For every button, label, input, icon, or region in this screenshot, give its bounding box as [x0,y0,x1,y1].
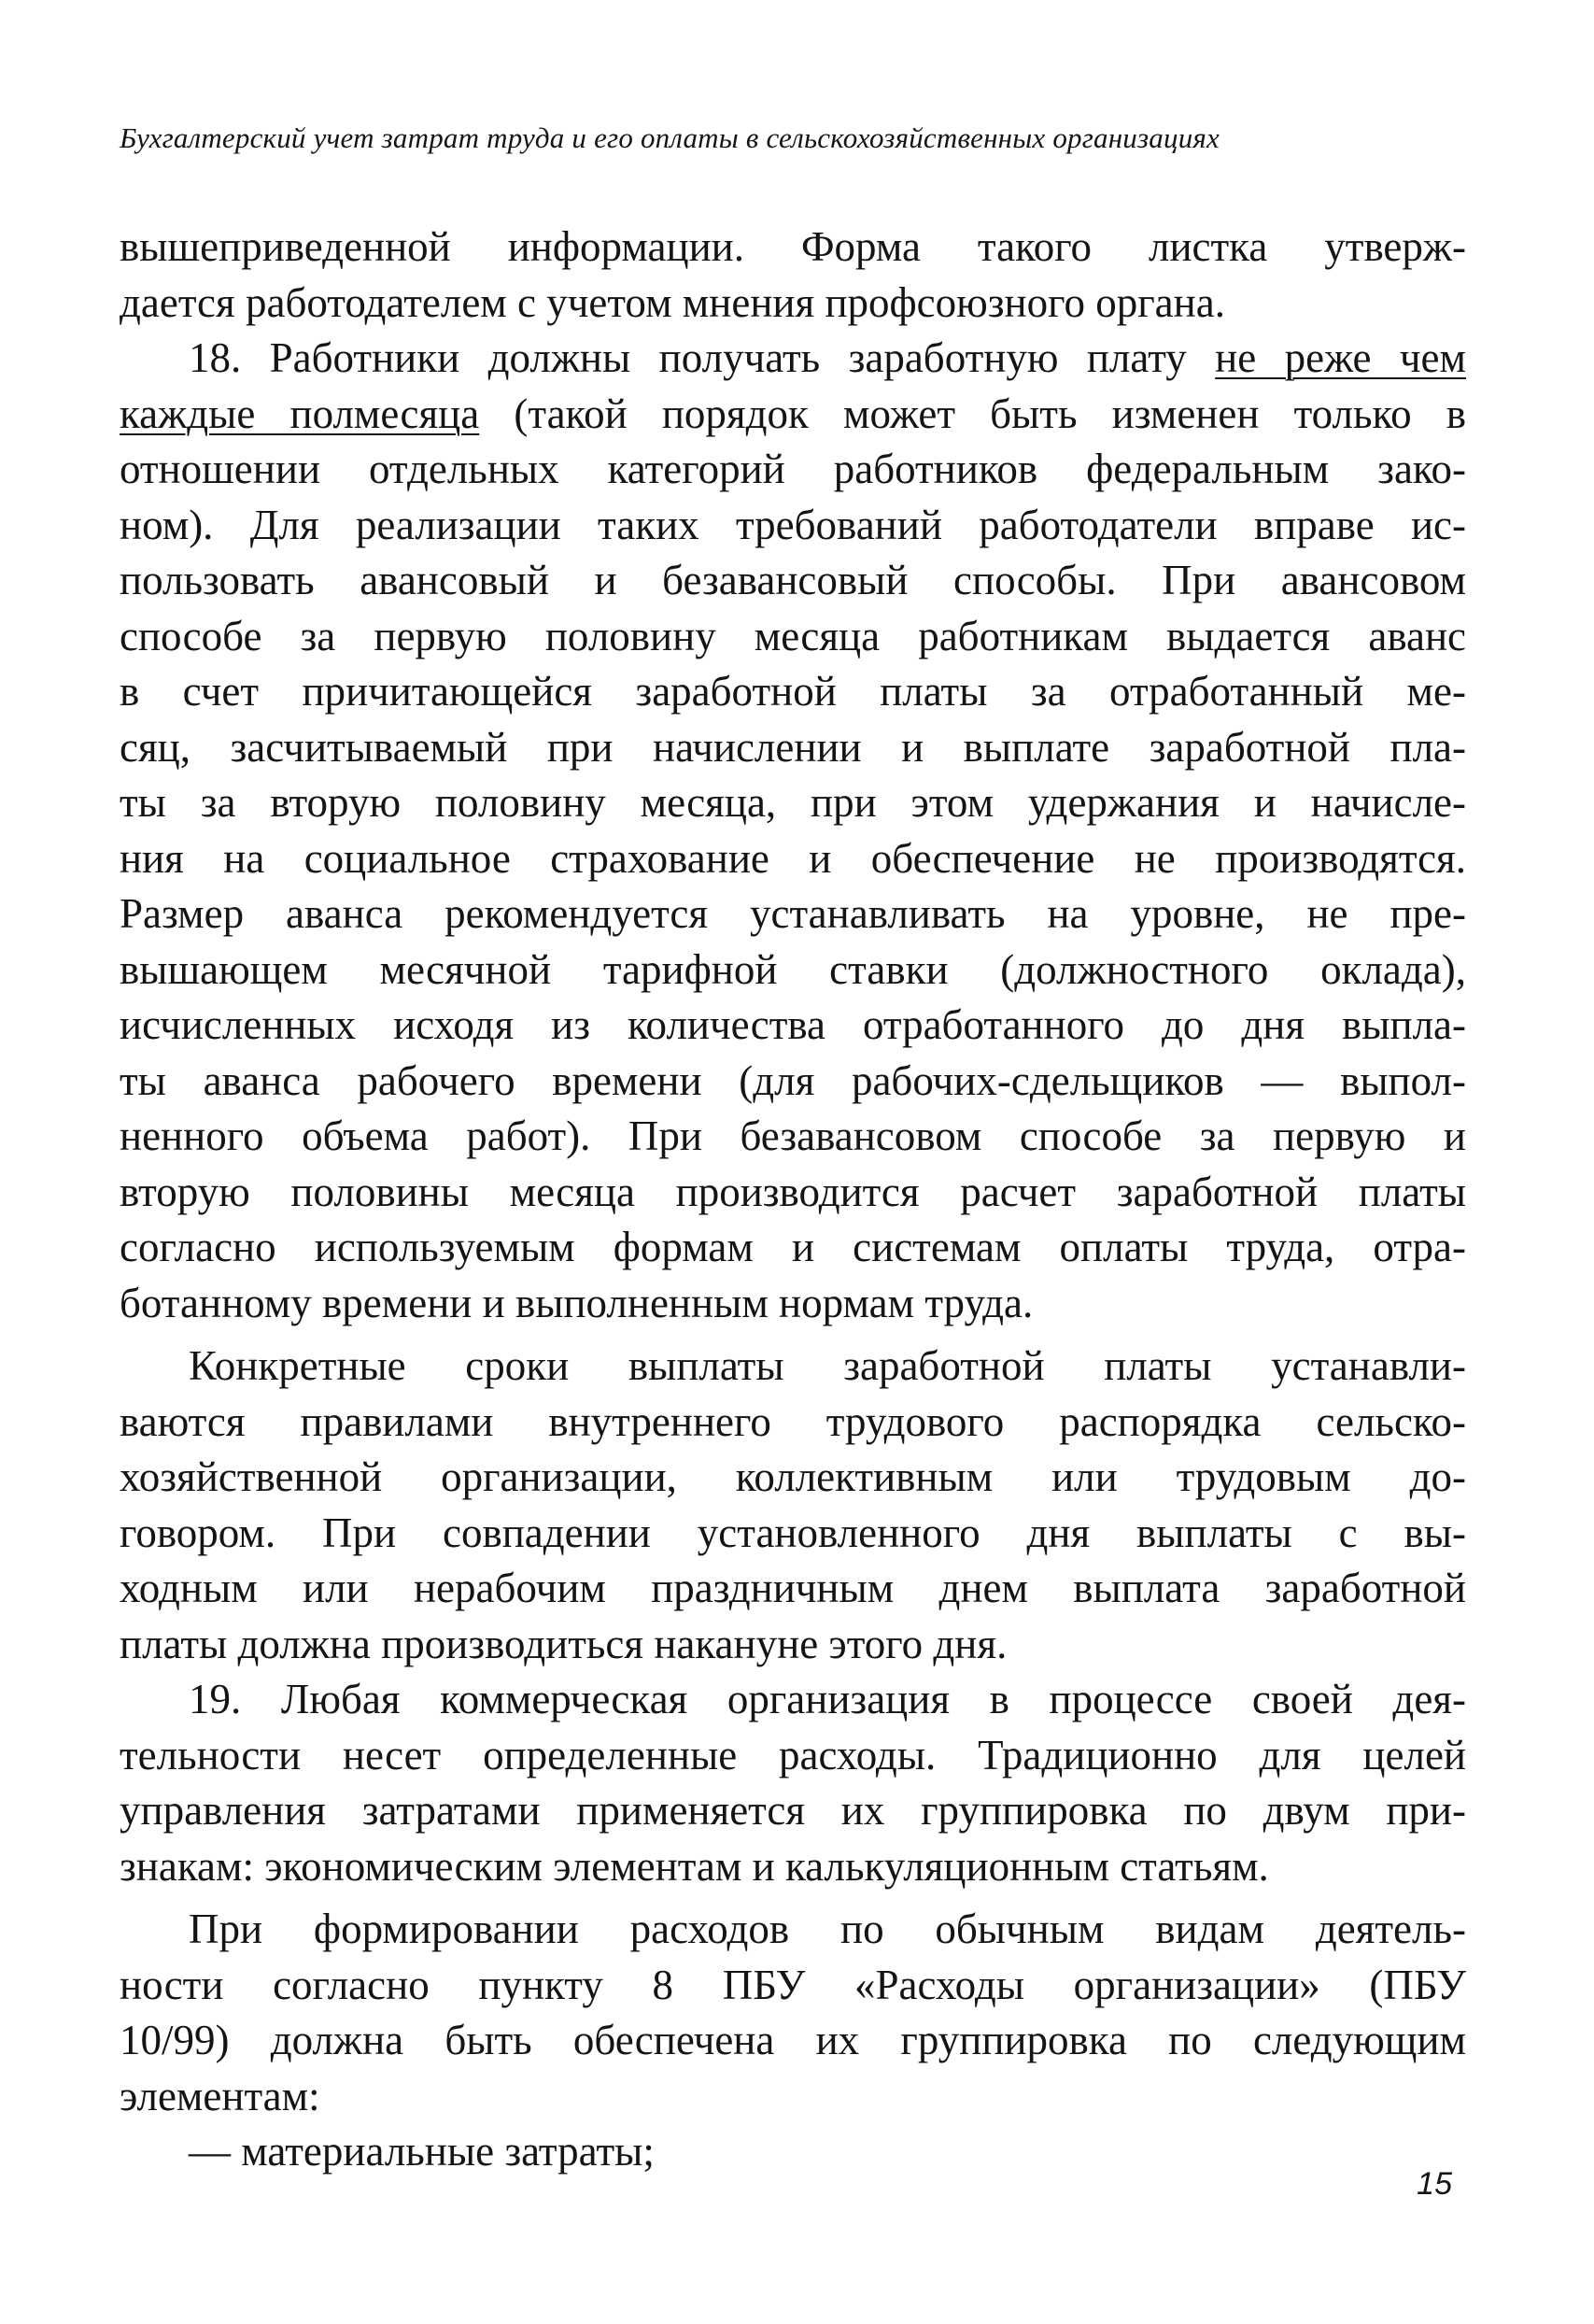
text-line: пользовать авансовый и безавансовый способы. При авансовом [120,557,1466,603]
text-line: сяц, засчитываемый при начислении и выплате заработной пла- [120,723,1466,771]
text-line: элементам: [120,2072,320,2119]
running-header: Бухгалтерский учет затрат труда и его оплаты в сельскохозяйственных организациях [120,121,1220,154]
expense-elements-list [120,2124,1466,2180]
underlined-phrase: каждые полмесяца [120,390,480,437]
text-line: ваются правилами внутреннего трудового распорядка сельско- [120,1397,1466,1445]
text-line: ненного объема работ). При безавансовом способе за первую и [120,1112,1466,1159]
paragraph-continuation [120,220,1466,331]
text-line: платы должна производиться накануне этого дня. [120,1620,1008,1667]
text-line: ности согласно пункту 8 ПБУ «Расходы организации» (ПБУ [120,1961,1466,2008]
text-line: ботанному времени и выполненным нормам труда. [120,1279,1034,1326]
paragraph-item-18 [120,331,1466,1331]
text-line: вышеприведенной информации. Форма такого листка утверж- [120,223,1466,270]
text-line: способе за первую половину месяца работникам выдается аванс [120,612,1466,659]
text-line: исчисленных исходя из количества отработанного до дня выпла- [120,1001,1466,1048]
text-line: ном). Для реализации таких требований работодатели вправе ис- [120,501,1466,548]
text-line [120,387,1466,443]
underlined-phrase: не реже чем [1215,334,1466,381]
text-line: тельности несет определенные расходы. Традиционно для целей [120,1731,1466,1778]
text-line: ния на социальное страхование и обеспечение не производятся. [120,834,1466,882]
page-body [120,220,1466,2180]
paragraph-item-19 [120,1672,1466,1894]
text-line: Размер аванса рекомендуется устанавливать на уровне, не пре- [120,890,1466,937]
paragraph-payment-terms [120,1339,1466,1672]
text-fragment: (такой порядок может быть изменен только в [479,390,1466,437]
paragraph-gap [120,1331,1466,1339]
text-line: знакам: экономическим элементам и калькуляционным статьям. [120,1842,1269,1890]
text-line: дается работодателем с учетом мнения профсоюзного органа. [120,278,1225,326]
text-line [120,331,1466,387]
text-line: отношении отдельных категорий работников федеральным зако- [120,446,1466,492]
paragraph-expense-elements [120,1902,1466,2124]
text-line: в счет причитающейся заработной платы за отработанный ме- [120,668,1466,715]
text-line: Конкретные сроки выплаты заработной платы устанавли- [189,1342,1466,1389]
text-line: ты за вторую половину месяца, при этом удержания и начисле- [120,779,1466,826]
text-line: 10/99) должна быть обеспечена их группировка по следующим [120,2017,1466,2063]
text-line: ходным или нерабочим праздничным днем выплата заработной [120,1565,1466,1611]
text-line: 19. Любая коммерческая организация в процессе своей дея- [189,1676,1466,1722]
page-number: 15 [1417,2166,1452,2202]
text-line: согласно используемым формам и системам оплаты труда, отра- [120,1224,1466,1270]
text-line: ты аванса рабочего времени (для рабочих-сдельщиков — выпол- [120,1056,1466,1104]
text-line: говором. При совпадении установленного дня выплаты с вы- [120,1509,1466,1556]
text-line: вышающем месячной тарифной ставки (должностного оклада), [120,945,1466,993]
text-fragment: 18. Работники должны получать заработную плату [189,334,1216,381]
text-line: При формировании расходов по обычным видам деятель- [189,1906,1466,1952]
text-line: управления затратами применяется их группировка по двум при- [120,1787,1466,1834]
list-item: — материальные затраты; [189,2128,655,2175]
paragraph-gap [120,1894,1466,1902]
text-line: вторую половины месяца производится расчет заработной платы [120,1168,1466,1215]
text-line: хозяйственной организации, коллективным или трудовым до- [120,1453,1466,1500]
